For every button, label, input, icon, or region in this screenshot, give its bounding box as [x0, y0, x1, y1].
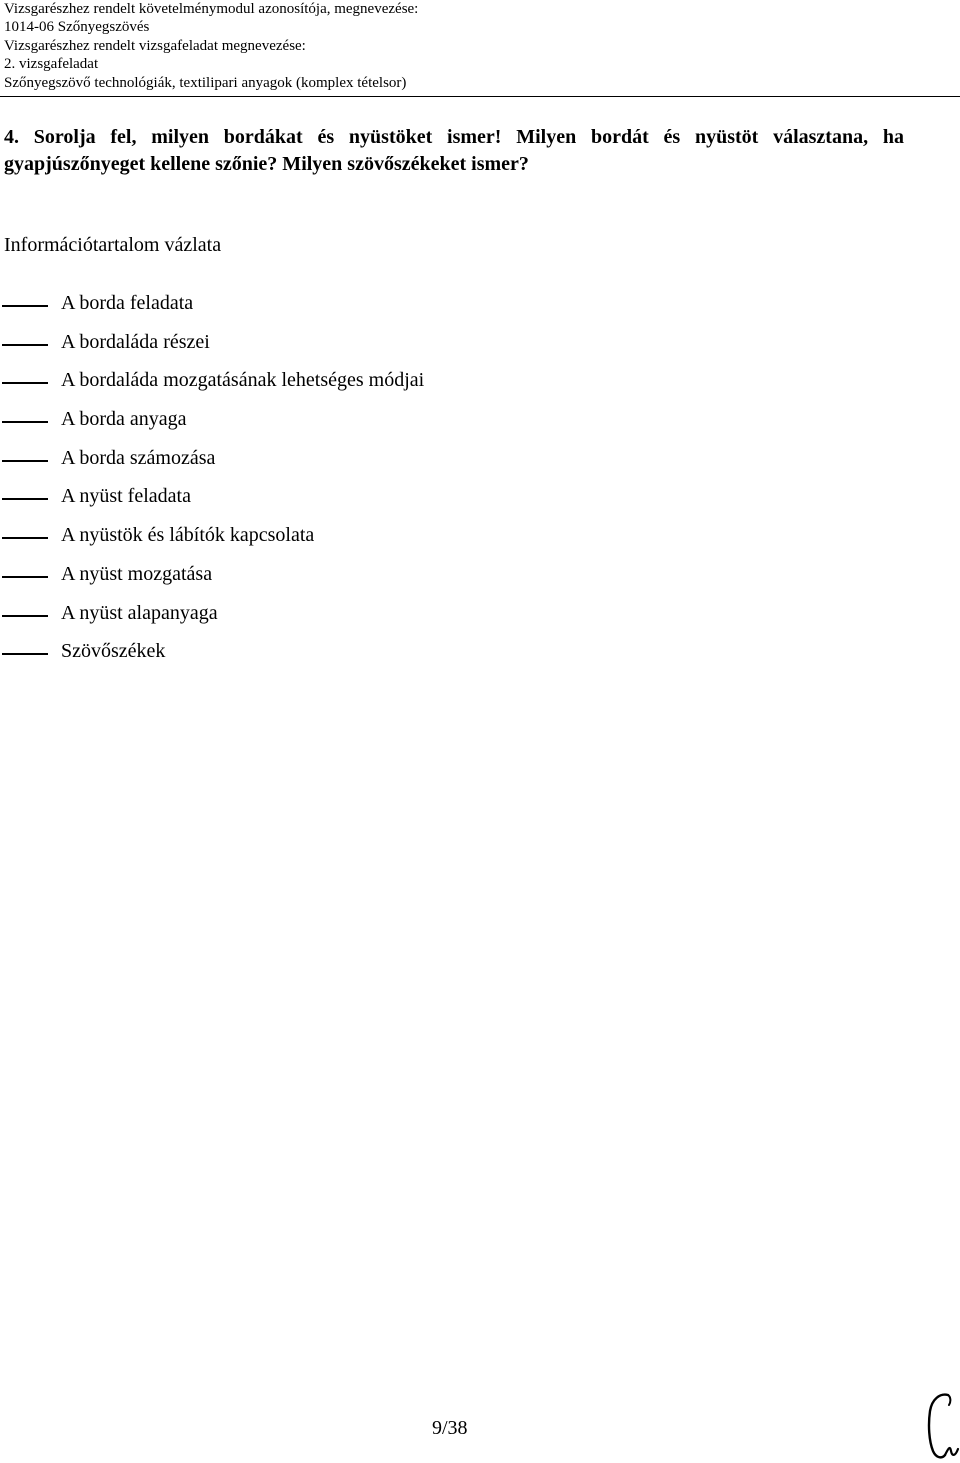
header-divider: [0, 96, 960, 97]
header-module-label: Vizsgarészhez rendelt követelménymodul azonosítója, megnevezése:: [4, 1, 419, 17]
dash-bullet-icon: [2, 537, 48, 539]
document-header: [4, 0, 944, 92]
question-text: 4. Sorolja fel, milyen bordákat és nyüstöket ismer! Milyen bordát és nyüstöt választana, ha gyapjúszőnyeget kellene szőnie? Milyen szövőszékeket ismer?: [4, 126, 904, 175]
dash-bullet-icon: [2, 653, 48, 655]
list-item-text: A nyüst mozgatása: [61, 562, 213, 585]
list-item-text: A borda anyaga: [61, 408, 187, 431]
list-item-text: A borda számozása: [61, 446, 216, 469]
header-task-label: Vizsgarészhez rendelt vizsgafeladat megnevezése:: [4, 37, 306, 54]
dash-bullet-icon: [2, 576, 48, 578]
list-item-text: A bordaláda mozgatásának lehetséges módjai: [61, 369, 425, 392]
dash-bullet-icon: [2, 421, 48, 423]
dash-bullet-icon: [2, 344, 48, 346]
dash-bullet-icon: [2, 460, 48, 462]
page-number: 9/38: [432, 1417, 468, 1439]
header-task-value: 2. vizsgafeladat: [4, 56, 99, 73]
list-item-text: A bordaláda részei: [61, 330, 210, 353]
list-item-text: Szövőszékek: [61, 640, 166, 663]
corner-logo-icon: [918, 1385, 960, 1463]
dash-bullet-icon: [2, 498, 48, 500]
dash-bullet-icon: [2, 382, 48, 384]
header-module-value: 1014-06 Szőnyegszövés: [4, 19, 150, 36]
list-item-text: A nyüst alapanyaga: [61, 601, 218, 624]
list-item-text: A borda feladata: [61, 292, 194, 314]
list-item-text: A nyüstök és lábítók kapcsolata: [61, 524, 315, 547]
list-item-text: A nyüst feladata: [61, 485, 191, 508]
dash-bullet-icon: [2, 615, 48, 617]
outline-heading: Információtartalom vázlata: [4, 234, 222, 256]
dash-bullet-icon: [2, 305, 48, 307]
header-subject: Szőnyegszövő technológiák, textilipari anyagok (komplex tételsor): [4, 74, 407, 91]
